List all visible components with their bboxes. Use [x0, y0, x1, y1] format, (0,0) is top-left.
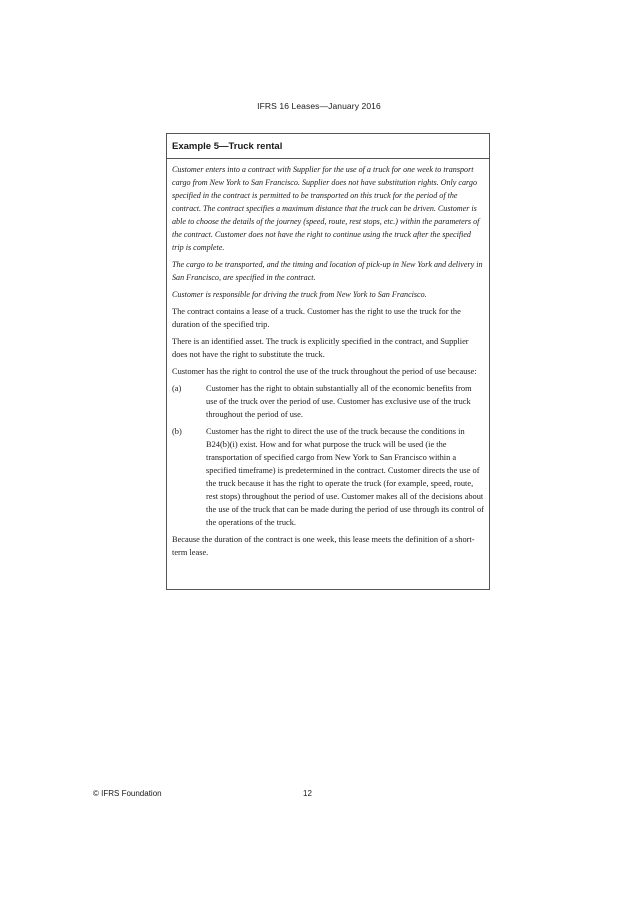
page-number: 12	[303, 789, 312, 798]
list-label: (b)	[172, 427, 182, 436]
list-item-a	[172, 382, 484, 421]
list-text: Customer has the right to direct the use of the truck because the conditions in B24(b)(i) exist. How and for what purpose the truck will be used (ie the transportation of specified cargo from New York to San Francisco within a specified timeframe) is predetermined in the contract. Customer directs the use of the truck because it has the right to operate the truck (for example, speed, route, rest stops) throughout the period of use. Customer makes all of the decisions about the use of the truck that can be made during the period of use through its control of the operations of the truck.	[206, 427, 484, 527]
fact-paragraph: Customer enters into a contract with Supplier for the use of a truck for one week to transport cargo from New York to San Francisco. Supplier does not have substitution rights. Only cargo specified in the contract is permitted to be transported on this truck for the period of the contract. The contract specifies a maximum distance that the truck can be driven. Customer is able to choose the details of the journey (speed, route, rest stops, etc.) within the parameters of the contract. Customer does not have the right to continue using the truck after the specified trip is complete.	[172, 165, 480, 252]
analysis-paragraph: There is an identified asset. The truck is explicitly specified in the contract, and Supplier does not have the right to substitute the truck.	[172, 337, 469, 359]
example-box	[166, 133, 490, 590]
running-header-text: IFRS 16 Leases—January 2016	[257, 101, 381, 111]
fact-paragraph: The cargo to be transported, and the timing and location of pick-up in New York and delivery in San Francisco, are specified in the contract.	[172, 260, 483, 282]
analysis-paragraph: Customer has the right to control the use of the truck throughout the period of use because:	[172, 367, 477, 376]
example-title: Example 5—Truck rental	[167, 134, 489, 159]
list-label: (a)	[172, 384, 182, 393]
example-content	[167, 159, 489, 559]
conclusion-paragraph: Because the duration of the contract is one week, this lease meets the definition of a short-term lease.	[172, 535, 475, 557]
running-header	[0, 101, 638, 111]
fact-paragraph: Customer is responsible for driving the truck from New York to San Francisco.	[172, 290, 427, 299]
analysis-paragraph: The contract contains a lease of a truck. Customer has the right to use the truck for the duration of the specified trip.	[172, 307, 461, 329]
footer-copyright: © IFRS Foundation	[93, 789, 162, 798]
list-item-b	[172, 425, 484, 529]
list-text: Customer has the right to obtain substantially all of the economic benefits from use of the truck over the period of use. Customer has exclusive use of the truck throughout the period of use.	[206, 384, 472, 419]
